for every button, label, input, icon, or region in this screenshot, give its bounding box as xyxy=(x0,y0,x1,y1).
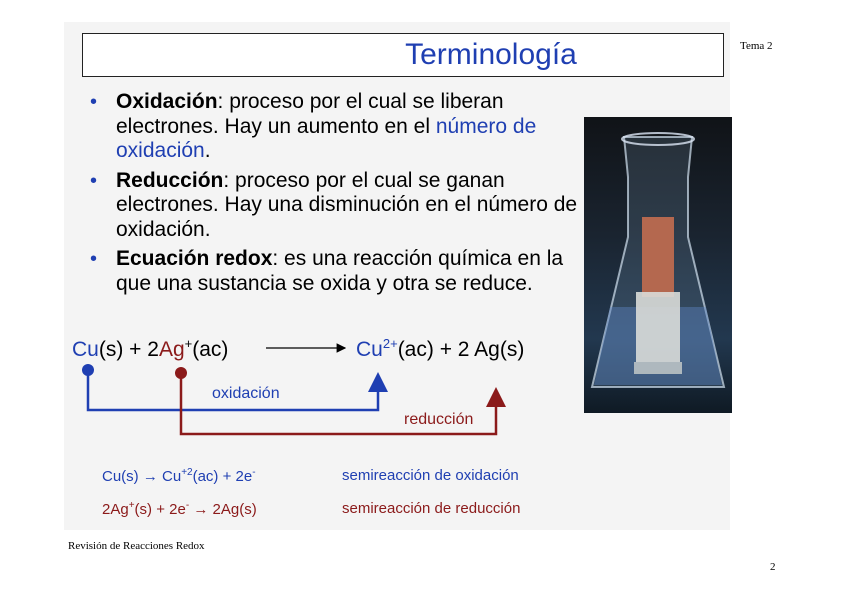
half-ox-left: Cu(s) → Cu xyxy=(102,468,182,485)
page-title: Terminología xyxy=(405,38,577,71)
bullet-term: Ecuación redox xyxy=(116,247,273,270)
eq-cu-state: (s) + 2 xyxy=(98,338,159,361)
half-ox-electron-charge: - xyxy=(252,467,256,478)
bullet-icon: • xyxy=(90,91,98,113)
oxidation-number-link[interactable]: número de oxidación xyxy=(116,114,537,162)
half-reaction-oxidation xyxy=(102,467,256,485)
half-reaction-reduction-name: semireacción de reducción xyxy=(342,500,521,517)
section-label: Tema 2 xyxy=(740,40,773,52)
bullet-text: : proceso por el cual se ganan electrones. Hay una disminución en el número de oxidación. xyxy=(116,168,578,241)
half-red-electron-charge: - xyxy=(185,500,190,511)
half-reaction-oxidation-name: semireacción de oxidación xyxy=(342,467,519,484)
oxidation-label: oxidación xyxy=(212,385,280,402)
eq-ag-charge: + xyxy=(184,336,193,351)
eq-ag-state: (ac) xyxy=(192,338,229,361)
flask-icon xyxy=(584,117,732,413)
eq-cu2-state: (ac) + 2 Ag(s) xyxy=(397,338,525,361)
half-red-mid: (s) + 2e xyxy=(134,501,186,518)
bullet-icon: • xyxy=(90,169,98,192)
eq-cu2: Cu xyxy=(356,338,383,361)
half-ox-charge: +2 xyxy=(181,467,193,478)
bullet-text: : proceso por el cual se liberan electrones. Hay un aumento en el xyxy=(116,90,504,138)
half-red-right: → 2Ag(s) xyxy=(189,501,257,518)
bullet-text: : es una reacción química en la que una sustancia se oxida y otra se reduce. xyxy=(116,247,564,295)
eq-ag: Ag xyxy=(158,338,185,361)
half-red-left: 2Ag xyxy=(102,501,129,518)
bullet-icon: • xyxy=(90,248,98,270)
footer-text: Revisión de Reacciones Redox xyxy=(68,540,205,552)
bullet-term: Reducción xyxy=(116,168,224,192)
reduction-label: reducción xyxy=(404,411,474,428)
half-reaction-reduction xyxy=(102,500,257,518)
eq-cu2-charge: 2+ xyxy=(382,336,398,351)
half-ox-right: (ac) + 2e xyxy=(192,468,253,485)
bullet-tail: . xyxy=(204,139,211,162)
eq-cu: Cu xyxy=(72,338,99,361)
bullet-term: Oxidación xyxy=(116,90,218,113)
half-red-charge: + xyxy=(128,500,135,511)
page-number: 2 xyxy=(770,561,776,573)
copper-silver-flask-photo xyxy=(584,117,732,413)
